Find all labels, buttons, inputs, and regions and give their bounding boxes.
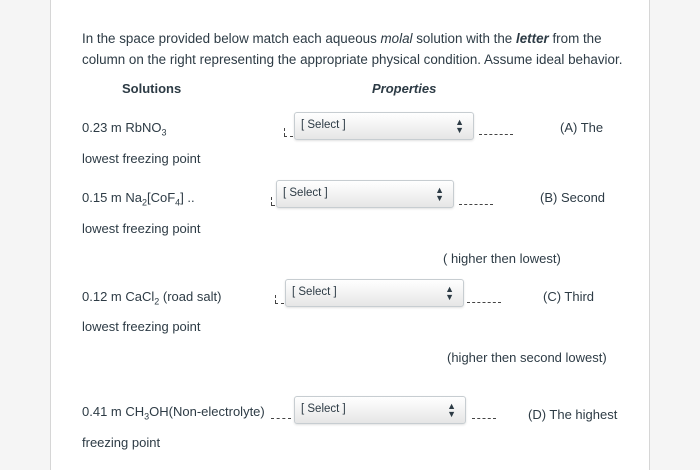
solution-4: 0.41 m $CH_3OH(Non-electrolyte)$ <box>82 404 265 422</box>
solution-2: 0.15 m $Na_2[CoF_4]$ .. <box>82 190 195 208</box>
updown-arrow-icon: ▲ ▼ <box>435 185 444 203</box>
property-b-note: ( higher then lowest) <box>443 251 561 266</box>
property-a: (A) The <box>560 120 604 135</box>
solution-1-condition: lowest freezing point <box>82 151 201 166</box>
solution-1: 0.23 m RbNO$_3$ <box>82 120 167 138</box>
select-dropdown-4[interactable] <box>294 396 466 424</box>
property-b: (B) Second <box>540 190 606 205</box>
blank-3-left <box>275 303 284 304</box>
blank-4-left <box>271 418 291 419</box>
blank-3-tick <box>275 295 276 303</box>
blank-1-right <box>479 134 513 135</box>
blank-1-tick <box>284 128 285 136</box>
solution-2-condition: lowest freezing point <box>82 221 201 236</box>
select-1-label: [ Select ] <box>301 119 346 131</box>
select-dropdown-1[interactable] <box>294 112 474 140</box>
select-2-label: [ Select ] <box>283 187 328 199</box>
select-dropdown-3[interactable] <box>285 279 464 307</box>
blank-2-left <box>271 205 275 206</box>
updown-arrow-icon: ▲ ▼ <box>447 401 456 419</box>
blank-1-left <box>284 136 293 137</box>
select-3-label: [ Select ] <box>292 286 337 298</box>
blank-3-right <box>467 302 501 303</box>
updown-arrow-icon: ▲ ▼ <box>445 284 454 302</box>
solution-3: 0.12 m CaCl$_2$ (road salt) <box>82 289 222 307</box>
properties-header: Properties <box>372 81 437 96</box>
solutions-header: Solutions <box>122 81 182 96</box>
blank-2-right <box>459 204 493 205</box>
solution-3-condition: lowest freezing point <box>82 319 201 334</box>
select-4-label: [ Select ] <box>301 403 346 415</box>
property-c-note: (higher then second lowest) <box>447 350 607 365</box>
select-dropdown-2[interactable] <box>276 180 454 208</box>
question-instructions: In the space provided below match each aqueous molal solution with the letter from the column on the right representing the appropriate physical condition. Assume ideal behavior. <box>82 31 623 67</box>
property-c: (C) Third <box>543 289 595 304</box>
solution-4-condition: freezing point <box>82 435 161 450</box>
blank-2-tick <box>271 197 272 205</box>
property-d: (D) The highest <box>528 407 618 422</box>
blank-4-right <box>472 418 496 419</box>
updown-arrow-icon: ▲ ▼ <box>455 117 464 135</box>
